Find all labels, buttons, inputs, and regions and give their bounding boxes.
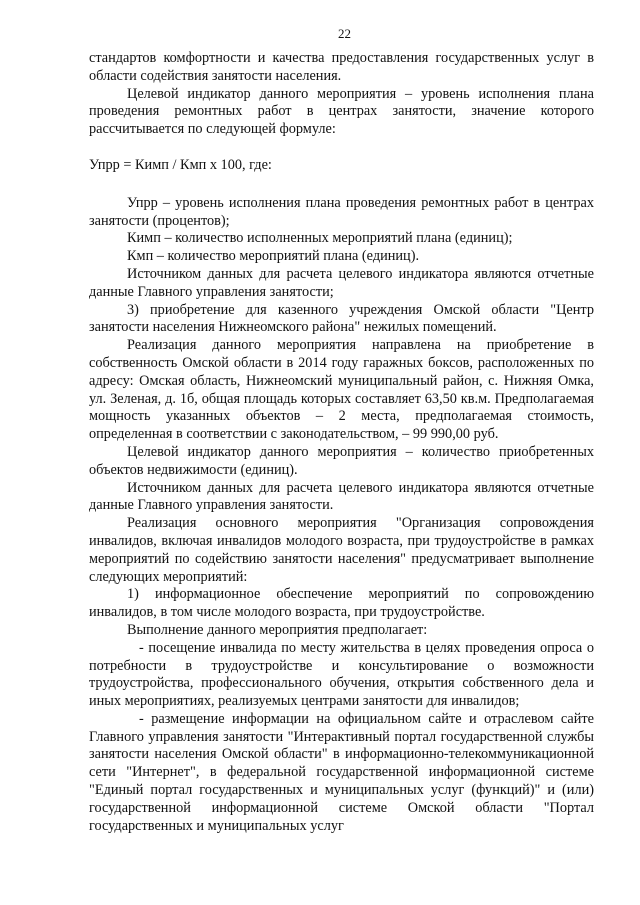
- paragraph: Кимп – количество исполненных мероприятий плана (единиц);: [127, 230, 513, 247]
- list-item: - размещение информации на официальном сайте и отраслевом сайте Главного управления занятости "Интерактивный портал государственной службы занятости населения Омской области" в информационно-телекоммуникационной сети "Интернет", в федеральной государственной информационной системе "Единый портал государственных и муниципальных услуг (функций)" и (или) государственной информационной системе Омской области "Портал государственных и муниципальных услуг: [89, 710, 594, 834]
- list-item: - посещение инвалида по месту жительства в целях проведения опроса о потребности в трудоустройстве и консультирование о возможности трудоустройства, профессионального обучения, открытия собственного дела и иных мероприятиях, реализуемых центрами занятости для инвалидов;: [89, 639, 594, 710]
- page-number: 22: [338, 26, 351, 41]
- paragraph: 1) информационное обеспечение мероприятий по сопровождению инвалидов, в том числе молодого возраста, при трудоустройстве.: [89, 586, 594, 621]
- paragraph: Целевой индикатор данного мероприятия – уровень исполнения плана проведения ремонтных работ в центрах занятости, значение которого рассчитывается по следующей формуле:: [89, 85, 594, 138]
- formula: Упрр = Кимп / Кмп х 100, где:: [89, 156, 272, 173]
- paragraph: 3) приобретение для казенного учреждения Омской области "Центр занятости населения Нижнеомского района" нежилых помещений.: [89, 301, 594, 336]
- paragraph: Реализация данного мероприятия направлена на приобретение в собственность Омской области в 2014 году гаражных боксов, расположенных по адресу: Омская область, Нижнеомский муниципальный район, с. Нижняя Омка, ул. Зеленая, д. 1б, общая площадь которых составляет 63,50 кв.м. Предполагаемая мощность указанных объектов – 2 места, предполагаемая стоимость, определенная в соответствии с законодательством, – 99 990,00 руб.: [89, 337, 594, 443]
- paragraph: Выполнение данного мероприятия предполагает:: [127, 621, 428, 638]
- document-body: [89, 50, 594, 835]
- paragraph: Источником данных для расчета целевого индикатора являются отчетные данные Главного управления занятости.: [89, 479, 594, 514]
- paragraph: Источником данных для расчета целевого индикатора являются отчетные данные Главного управления занятости;: [89, 265, 594, 300]
- paragraph: Целевой индикатор данного мероприятия – количество приобретенных объектов недвижимости (единиц).: [89, 443, 594, 478]
- paragraph: Упрр – уровень исполнения плана проведения ремонтных работ в центрах занятости (процентов);: [89, 194, 594, 229]
- paragraph: Реализация основного мероприятия "Организация сопровождения инвалидов, включая инвалидов молодого возраста, при трудоустройстве в рамках мероприятий по содействию занятости населения" предусматривает выполнение следующих мероприятий:: [89, 515, 594, 585]
- paragraph: Кмп – количество мероприятий плана (единиц).: [127, 248, 420, 265]
- paragraph: стандартов комфортности и качества предоставления государственных услуг в области содействия занятости населения.: [89, 50, 594, 84]
